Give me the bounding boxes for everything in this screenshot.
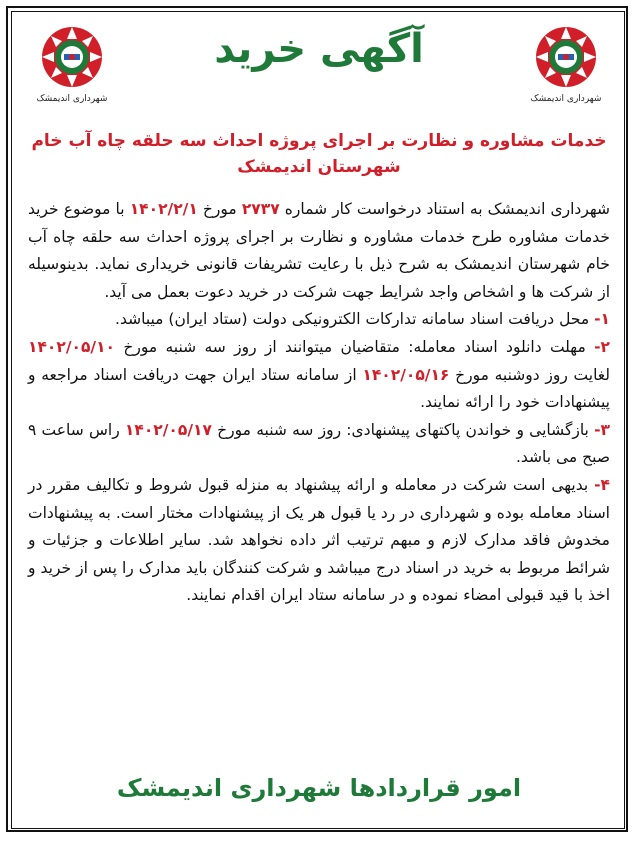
item-1 — [28, 306, 610, 334]
item-text: لغایت روز دوشنبه مورخ — [449, 365, 610, 384]
item-text: از سامانه ستاد ایران جهت دریافت اسناد مراجعه و پیشنهادات خود را ارائه نمایند. — [28, 365, 610, 412]
municipality-emblem-icon — [533, 24, 599, 90]
item-number: ۴- — [594, 475, 610, 494]
page-title: آگهی خرید — [214, 26, 424, 72]
footer-signature: امور قراردادها شهرداری اندیمشک — [116, 774, 522, 802]
item-text: مهلت دانلود اسناد معامله: متقاضیان میتوانند از روز سه شنبه مورخ — [115, 337, 595, 356]
ad-subtitle — [20, 128, 618, 180]
subtitle-line-2: شهرستان اندیمشک — [237, 157, 401, 177]
item-number: ۲- — [594, 337, 610, 356]
municipality-logo-right — [516, 24, 616, 118]
municipality-logo-left — [22, 24, 122, 118]
intro-text: با موضوع خرید خدمات مشاوره طرح خدمات مشاوره و نظارت بر اجرای پروژه احداث سه حلقه چاه آب خام شهرستان اندیمشک به شرح ذیل با رعایت تشریفات قانونی خریداری نماید. بدینوسیله از شرکت ها و اشخاص واجد شرایط جهت شرکت در خرید دعوت بعمل می آید. — [28, 200, 610, 301]
item-text: راس ساعت ۹ صبح می باشد. — [28, 420, 610, 467]
item-3 — [28, 417, 610, 472]
municipality-emblem-icon — [39, 24, 105, 90]
logo-caption: شهرداری اندیمشک — [36, 94, 108, 104]
opening-date: ۱۴۰۲/۰۵/۱۷ — [124, 420, 212, 439]
item-number: ۱- — [594, 310, 610, 329]
item-number: ۳- — [594, 420, 610, 439]
intro-text: مورخ — [197, 200, 242, 218]
intro-text: شهرداری اندیمشک به استناد درخواست کار شماره — [279, 200, 610, 218]
item-4 — [28, 472, 610, 610]
intro-paragraph — [28, 196, 610, 306]
request-number: ۲۷۳۷ — [241, 200, 280, 218]
subtitle-line-1: خدمات مشاوره و نظارت بر اجرای پروژه احداث سه حلقه چاه آب خام — [31, 131, 607, 151]
item-text: محل دریافت اسناد سامانه تدارکات الکترونیکی دولت (ستاد ایران) میباشد. — [115, 310, 595, 329]
ad-body — [28, 196, 610, 610]
end-date: ۱۴۰۲/۰۵/۱۶ — [362, 365, 450, 384]
item-2 — [28, 334, 610, 417]
request-date: ۱۴۰۲/۲/۱ — [129, 200, 198, 218]
item-text: بدیهی است شرکت در معامله و ارائه پیشنهاد به منزله قبول شروط و تکالیف مقرر در اسناد معامله بوده و شهرداری در رد یا قبول هر یک از پیشنهادات مختار است. به پیشنهادات مخدوش فاقد مدارک لازم و مبهم ترتیب اثر داده نخواهد شد. سایر اطلاعات و جزئیات و شرائط مربوط به خرید در اسناد درج میباشد و شرکت کنندگان باید مدارک را پس از خرید و اخذ با قید قبولی امضاء نموده و در سامانه ستاد ایران اقدام نمایند. — [28, 475, 610, 605]
item-text: بازگشایی و خواندن پاکتهای پیشنهادی: روز سه شنبه مورخ — [211, 420, 595, 439]
logo-caption: شهرداری اندیمشک — [530, 94, 602, 104]
start-date: ۱۴۰۲/۰۵/۱۰ — [28, 337, 116, 356]
